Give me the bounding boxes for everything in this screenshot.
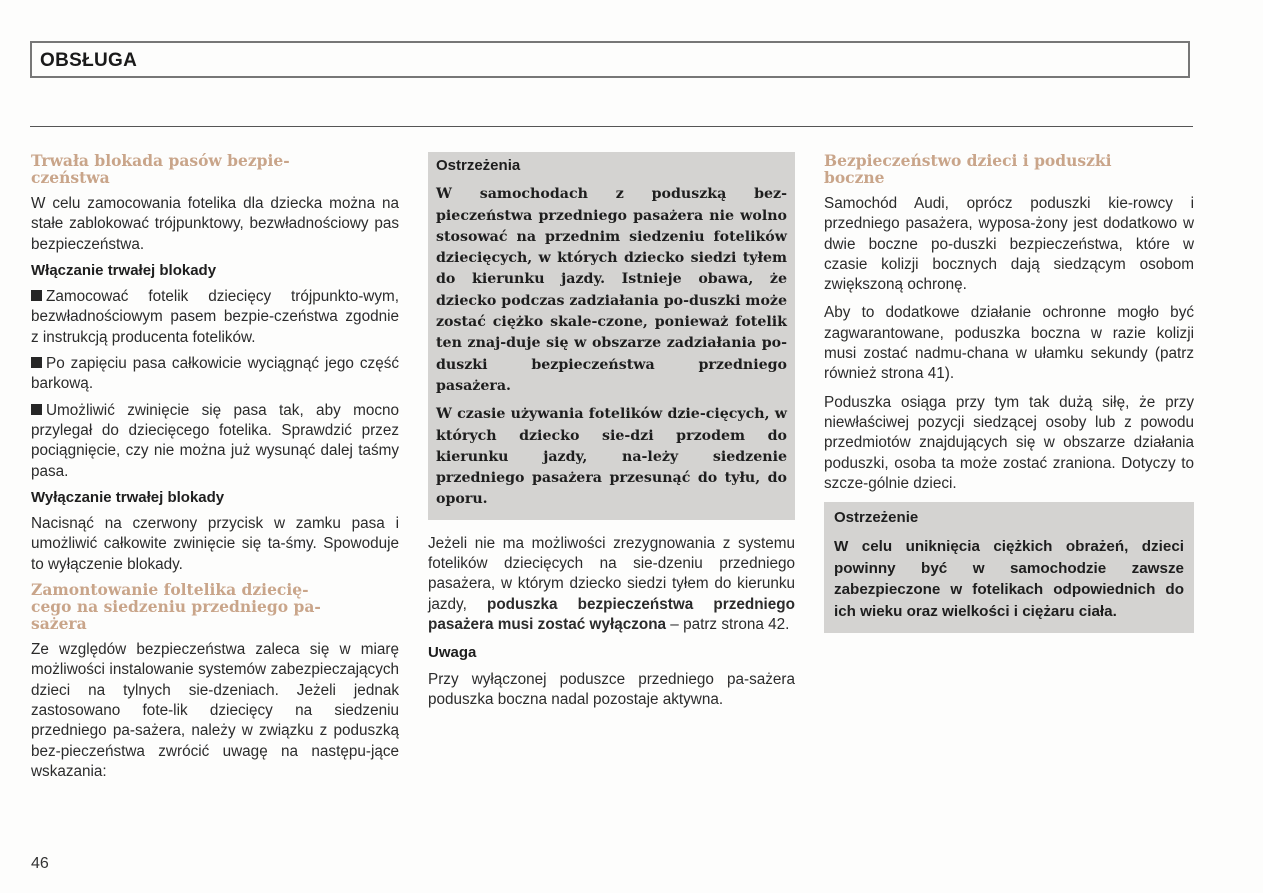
step-text: Umożliwić zwinięcie się pasa tak, aby mocno przylegał do dziecięcego fotelika. Sprawdzić przez pociągnięcie, czy nie można już wysunąć dalej taśmy pasa. bbox=[31, 401, 399, 480]
warning-title: Ostrzeżenia bbox=[436, 157, 521, 174]
emphasis-text: poduszka bezpieczeństwa przedniego pasażera musi zostać wyłączona bbox=[428, 595, 795, 633]
step-item bbox=[31, 354, 399, 395]
bullet-square-icon bbox=[31, 357, 42, 368]
warning-paragraph: W czasie używania fotelików dzie-cięcych, w których dziecko sie-dzi przodem do kierunku jazdy, na-leży siedzenie przedniego pasażera przesunąć do tyłu, do oporu. bbox=[436, 406, 787, 508]
heading-front-seat-child-seat bbox=[31, 581, 399, 632]
heading-line: boczne bbox=[824, 168, 885, 187]
note-paragraph: Przy wyłączonej poduszce przedniego pa-sażera poduszka boczna nadal pozostaje aktywna. bbox=[428, 670, 795, 708]
front-seat-paragraph: Ze względów bezpieczeństwa zaleca się w miarę możliwości instalowanie systemów zabezpieczających dzieci na tylnych sie-dzeniach. Jeżeli jednak zastosowano fote-lik dziecięcy na siedzeniu przedniego pa-sażera, należy w związku z poduszką bez-pieczeństwa zwrócić uwagę na następu-jące wskazania: bbox=[31, 641, 399, 780]
heading-side-airbags bbox=[824, 152, 1194, 186]
paragraph-text: – patrz strona 42. bbox=[666, 615, 790, 633]
step-item bbox=[31, 401, 399, 482]
heading-line: Zamontowanie foltelika dziecię- bbox=[31, 580, 309, 600]
warning-box bbox=[428, 152, 795, 520]
side-airbag-paragraph: Samochód Audi, oprócz poduszki kie-rowcy i przedniego pasażera, wyposa-żony jest dodatkowo w dwie boczne po-duszki bezpieczeństwa, które w czasie kolizji bocznych dają siedzącym osobom zwiększoną ochronę. bbox=[824, 195, 1194, 294]
page-number: 46 bbox=[31, 855, 49, 872]
heading-permanent-belt-lock bbox=[31, 152, 399, 186]
warning-box bbox=[824, 502, 1194, 633]
side-airbag-paragraph: Poduszka osiąga przy tym tak dużą siłę, że przy niewłaściwej pozycji siedzącej osoby lub z powodu przedmiotów znajdujących się w obszarze działania poduszki, osoba ta może zostać zraniona. Dotyczy to szcze-gólnie dzieci. bbox=[824, 393, 1194, 492]
heading-line: Trwała blokada pasów bezpie- bbox=[31, 151, 290, 170]
side-airbag-paragraph: Aby to dodatkowe działanie ochronne mogło być zagwarantowane, poduszka boczna w razie kolizji musi zostać nadmu-chana w ułamku sekundy (patrz również strona 41). bbox=[824, 304, 1194, 383]
column-left bbox=[31, 152, 399, 790]
release-paragraph: Nacisnąć na czerwony przycisk w zamku pasa i umożliwić całkowite zwinięcie się ta-śmy. Spowoduje to wyłączenie blokady. bbox=[31, 515, 399, 573]
heading-line: czeństwa bbox=[31, 168, 110, 187]
horizontal-rule bbox=[30, 126, 1193, 127]
subheading-enable-lock: Włączanie trwałej blokady bbox=[31, 261, 217, 279]
step-item bbox=[31, 287, 399, 348]
paragraph-text: Jeżeli nie ma możliwości zrezygnowania z systemu fotelików dziecięcych na sie-dzeniu przedniego pasażera, w którym dziecko siedzi tyłem do kierunku jazdy, bbox=[428, 534, 795, 613]
column-middle bbox=[428, 152, 795, 718]
bullet-square-icon bbox=[31, 404, 42, 415]
column-right bbox=[824, 152, 1194, 647]
intro-paragraph: W celu zamocowania fotelika dla dziecka można na stałe zablokować trójpunktowy, bezwładnościowy pas bezpieczeństwa. bbox=[31, 195, 399, 253]
note-title: Uwaga bbox=[428, 644, 477, 662]
section-header bbox=[30, 41, 1190, 78]
subheading-disable-lock: Wyłączanie trwałej blokady bbox=[31, 488, 225, 506]
bullet-square-icon bbox=[31, 290, 42, 301]
warning-title: Ostrzeżenie bbox=[834, 509, 919, 527]
step-text: Zamocować fotelik dziecięcy trójpunkto-wym, bezwładnościowym pasem bezpie-czeństwa zgodnie z instrukcją producenta fotelików. bbox=[31, 288, 399, 346]
warning-paragraph: W samochodach z poduszką bez-pieczeństwa przedniego pasażera nie wolno stosować na przednim siedzeniu fotelików dziecięcych, w których dziecko siedzi tyłem do kierunku jazdy. Istnieje obawa, że dziecko podczas zadziałania po-duszki może zostać ciężko skale-czone, ponieważ fotelik ten znaj-duje się w obszarze zadziałania po-duszki bezpieczeństwa przedniego pasażera. bbox=[436, 186, 787, 394]
heading-line: cego na siedzeniu przedniego pa- bbox=[31, 597, 321, 617]
airbag-paragraph bbox=[428, 534, 795, 635]
section-title: OBSŁUGA bbox=[40, 50, 138, 71]
step-text: Po zapięciu pasa całkowicie wyciągnąć jego część barkową. bbox=[31, 355, 399, 393]
warning-paragraph: W celu uniknięcia ciężkich obrażeń, dzieci powinny być w samochodzie zawsze zabezpieczone w fotelikach odpowiednich do ich wieku oraz wielkości i ciężaru ciała. bbox=[834, 538, 1184, 620]
heading-line: sażera bbox=[31, 614, 87, 634]
heading-line: Bezpieczeństwo dzieci i poduszki bbox=[824, 151, 1112, 170]
